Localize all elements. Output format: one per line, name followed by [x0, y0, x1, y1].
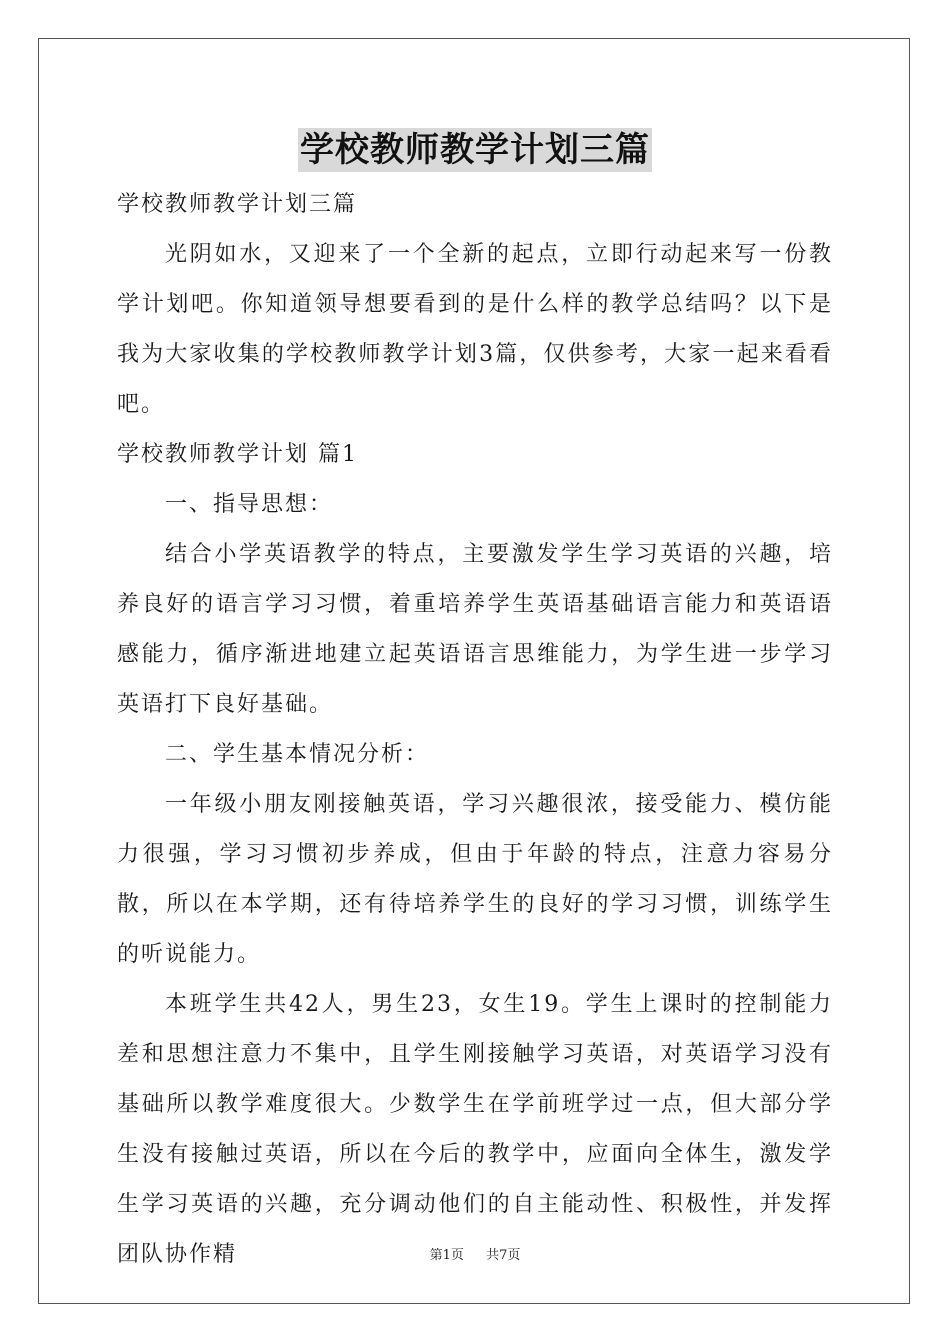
page-number-total: 共7页 [486, 1248, 521, 1263]
paragraph-0: 学校教师教学计划三篇 [117, 192, 358, 217]
paragraph-7: 本班学生共42人，男生23，女生19。学生上课时的控制能力差和思想注意力不集中，且学生刚接触学习英语，对英语学习没有基础所以教学难度很大。少数学生在学前班学过一点，但大部分学生没有接触过英语，所以在今后的教学中，应面向全体生，激发学生学习英语的兴趣，充分调动他们的自主能动性、积极性，并发挥团队协作精 [117, 992, 833, 1267]
paragraph-6: 一年级小朋友刚接触英语，学习兴趣很浓，接受能力、模仿能力很强，学习习惯初步养成，但由于年龄的特点，注意力容易分散，所以在本学期，还有待培养学生的良好的学习习惯，训练学生的听说能力。 [117, 792, 833, 967]
document-title: 学校教师教学计划三篇 [300, 130, 650, 170]
paragraph-1: 光阴如水，又迎来了一个全新的起点，立即行动起来写一份教学计划吧。你知道领导想要看到的是什么样的教学总结吗？以下是我为大家收集的学校教师教学计划3篇，仅供参考，大家一起来看看吧。 [117, 242, 833, 417]
page-footer [0, 1246, 950, 1266]
paragraph-4: 结合小学英语教学的特点，主要激发学生学习英语的兴趣，培养良好的语言学习习惯，着重培养学生英语基础语言能力和英语语感能力，循序渐进地建立起英语语言思维能力，为学生进一步学习英语打下良好基础。 [117, 542, 833, 717]
title-container [0, 128, 950, 172]
paragraph-3: 一、指导思想： [165, 492, 334, 517]
section-heading-1: 学校教师教学计划 篇1 [117, 442, 358, 467]
document-body [117, 180, 833, 1280]
page-number-current: 第1页 [429, 1248, 464, 1263]
paragraph-5: 二、学生基本情况分析： [165, 742, 430, 767]
